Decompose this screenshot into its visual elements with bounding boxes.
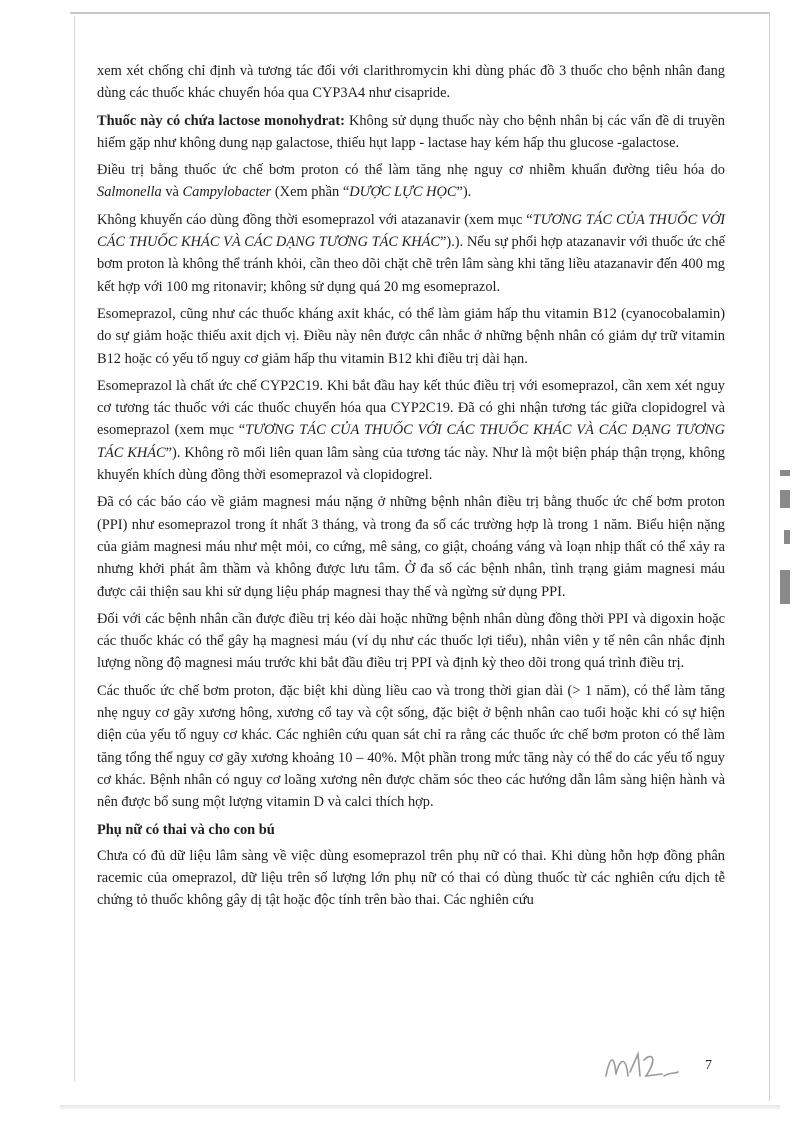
paragraph-p2 bbox=[97, 110, 725, 155]
text-run: Không khuyến cáo dùng đồng thời esomeprazol với atazanavir (xem mục “ bbox=[97, 211, 533, 228]
text-run: Salmonella bbox=[97, 184, 162, 201]
text-run: Các thuốc ức chế bơm proton, đặc biệt khi dùng liều cao và trong thời gian dài (> 1 năm), có thể làm tăng nhẹ nguy cơ gãy xương hông, xương cổ tay và cột sống, đặc biệt ở bệnh nhân cao tuổi hoặc khi có sự hiện diện của yếu tố nguy cơ khác. Các nghiên cứu quan sát chỉ ra rằng các thuốc ức chế bơm proton có thể làm tăng tổng thể nguy cơ gãy xương khoảng 10 – 40%. Một phần trong mức tăng này có thể do các yếu tố nguy cơ khác. Bệnh nhân có nguy cơ loãng xương nên được chăm sóc theo các hướng dẫn lâm sàng hiện hành và nên được bổ sung một lượng vitamin D và calci thích hợp. bbox=[97, 682, 725, 811]
text-run: ”). bbox=[456, 184, 472, 201]
text-run: Esomeprazol, cũng như các thuốc kháng axit khác, có thể làm giảm hấp thu vitamin B12 (cyanocobalamin) do sự giảm hoặc thiếu axit dịch vị. Điều này nên được cân nhắc ở những bệnh nhân có giảm dự trữ vitamin B12 hoặc có yếu tố nguy cơ giảm hấp thu vitamin B12 khi điều trị dài hạn. bbox=[97, 305, 725, 367]
paragraph-p4 bbox=[97, 209, 725, 298]
text-run: ”).). Nếu sự phối hợp atazanavir với thuốc ức chế bơm proton là không thể tránh khỏi, cần theo dõi chặt chẽ trên lâm sàng khi tăng liều atazanavir đến 400 mg kết hợp với 100 mg ritonavir; không sử dụng quá 20 mg esomeprazol. bbox=[97, 234, 725, 295]
text-run: ”). Không rõ mối liên quan lâm sàng của tương tác này. Như là một biện pháp thận trọng, không khuyến khích dùng đồng thời esomeprazol và clopidogrel. bbox=[97, 444, 726, 484]
text-run: Esomeprazol là chất ức chế CYP2C19. Khi bắt đầu hay kết thúc điều trị với esomeprazol, cần xem xét nguy cơ tương tác thuốc với các thuốc chuyển hóa qua CYP2C19. Đã có ghi nhận tương tác giữa clopidogrel và esomeprazol (xem mục “ bbox=[97, 377, 725, 439]
text-run: (Xem phần “ bbox=[271, 184, 350, 201]
paragraph-p5 bbox=[97, 303, 725, 370]
scan-left-edge bbox=[74, 16, 75, 1081]
paragraph-p8 bbox=[97, 608, 725, 675]
scan-bottom-edge bbox=[60, 1105, 780, 1109]
text-run: Thuốc này có chứa lactose monohydrat: bbox=[97, 112, 345, 129]
text-run: TƯƠNG TÁC CỦA THUỐC VỚI CÁC THUỐC KHÁC VÀ CÁC DẠNG TƯƠNG TÁC KHÁC bbox=[97, 422, 725, 461]
paragraph-p6 bbox=[97, 375, 725, 486]
paragraph-pregnancy: Chưa có đủ dữ liệu lâm sàng về việc dùng esomeprazol trên phụ nữ có thai. Khi dùng hỗn hợp đồng phân racemic của omeprazol, dữ liệu trên số lượng lớn phụ nữ có thai có dùng thuốc từ các nghiên cứu dịch tễ chứng tỏ thuốc không gây dị tật hoặc độc tính trên bào thai. Các nghiên cứu bbox=[97, 847, 725, 909]
handwritten-signature bbox=[600, 1046, 680, 1086]
section-heading-text: Phụ nữ có thai và cho con bú bbox=[97, 821, 275, 838]
text-run: xem xét chống chỉ định và tương tác đối với clarithromycin khi dùng phác đồ 3 thuốc cho bệnh nhân đang dùng các thuốc khác chuyển hóa qua CYP3A4 như cisapride. bbox=[97, 63, 725, 102]
paragraph-p3 bbox=[97, 159, 725, 204]
text-run: Không sử dụng thuốc này cho bệnh nhân bị các vấn đề di truyền hiếm gặp như không dung nạp galactose, thiếu hụt lapp - lactase hay kém hấp thu glucose -galactose. bbox=[97, 112, 725, 151]
text-run: Đối với các bệnh nhân cần được điều trị kéo dài hoặc những bệnh nhân dùng đồng thời PPI và digoxin hoặc các thuốc khác có thể gây hạ magnesi máu (ví dụ như các thuốc lợi tiểu), nhân viên y tế nên cân nhắc định lượng nồng độ magnesi máu trước khi bắt đầu điều trị PPI và định kỳ theo dõi trong quá trình điều trị. bbox=[97, 610, 725, 672]
text-run: và bbox=[161, 184, 183, 201]
text-run: Campylobacter bbox=[182, 184, 272, 201]
document-body bbox=[97, 60, 725, 917]
page-number: 7 bbox=[705, 1058, 712, 1073]
section-heading bbox=[97, 819, 725, 841]
scan-side-marks bbox=[774, 470, 792, 620]
paragraph-p7 bbox=[97, 491, 725, 602]
scan-top-edge bbox=[70, 12, 770, 14]
paragraph-p9 bbox=[97, 680, 725, 814]
text-run: TƯƠNG TÁC CỦA THUỐC VỚI CÁC THUỐC KHÁC VÀ CÁC DẠNG TƯƠNG TÁC KHÁC bbox=[97, 211, 725, 251]
paragraph-p1 bbox=[97, 60, 725, 105]
text-run: Điều trị bằng thuốc ức chế bơm proton có thể làm tăng nhẹ nguy cơ nhiễm khuẩn đường tiêu hóa do bbox=[97, 162, 725, 179]
scan-right-edge bbox=[769, 14, 770, 1101]
text-run: DƯỢC LỰC HỌC bbox=[349, 184, 457, 201]
text-run: Đã có các báo cáo về giảm magnesi máu nặng ở những bệnh nhân điều trị bằng thuốc ức chế bơm proton (PPI) như esomeprazol trong ít nhất 3 tháng, và trong đa số các trường hợp là trong 1 năm. Biểu hiện nặng của giảm magnesi máu như mệt mỏi, co cứng, mê sảng, co giật, choáng váng và loạn nhịp thất có thể xảy ra nhưng khởi phát âm thầm và không được lưu tâm. Ở đa số các bệnh nhân, tình trạng giảm magnesi máu được cải thiện sau khi sử dụng liệu pháp magnesi thay thế và ngừng sử dụng PPI. bbox=[97, 494, 725, 600]
